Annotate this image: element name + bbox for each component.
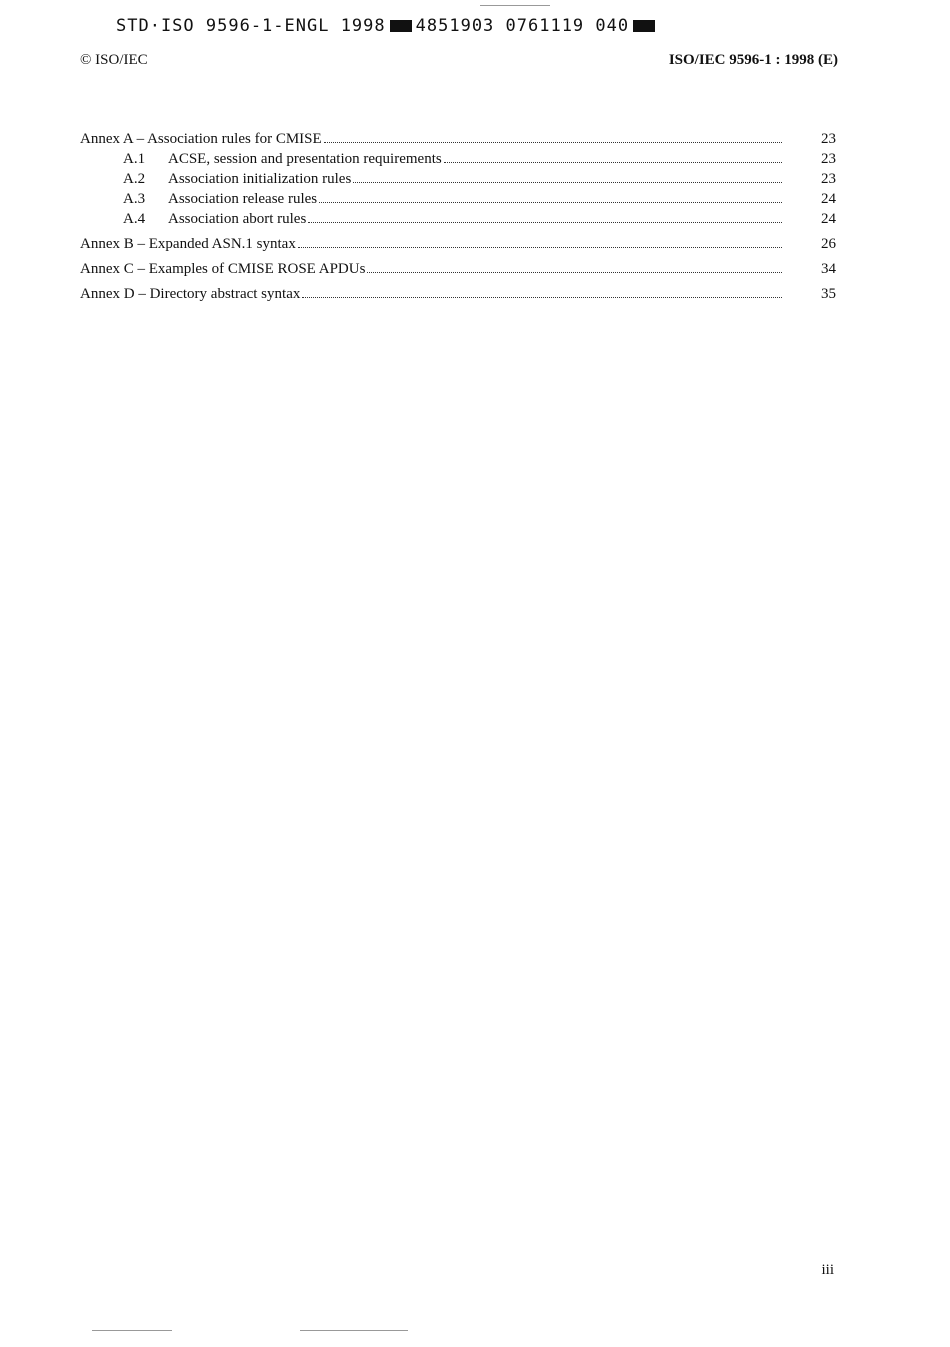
toc-entry-number: A.1: [123, 151, 146, 167]
toc-entry-annex-a[interactable]: [80, 128, 836, 148]
toc-entry-annex-c[interactable]: [80, 258, 836, 278]
header-standard-id: ISO/IEC 9596-1 : 1998 (E): [668, 52, 838, 68]
toc-entry-page: 23: [821, 151, 836, 167]
toc-entry-page: 34: [821, 261, 836, 277]
stamp-barcode-number: 4851903 0761119 040: [415, 16, 630, 36]
toc-entry-a4[interactable]: [80, 208, 836, 228]
toc-entry-title: Annex C – Examples of CMISE ROSE APDUs: [80, 261, 366, 277]
toc-entry-title: ACSE, session and presentation requirements: [168, 151, 442, 167]
stamp-id: STD·ISO 9596-1-ENGL 1998: [116, 16, 386, 36]
toc-entry-number: A.3: [123, 191, 146, 207]
toc-entry-a3[interactable]: [80, 188, 836, 208]
toc-leader-dots: [353, 168, 782, 183]
toc-entry-title: Annex B – Expanded ASN.1 syntax: [80, 236, 296, 252]
toc-leader-dots: [319, 188, 782, 203]
table-of-contents: [80, 128, 836, 303]
toc-leader-dots: [367, 258, 782, 273]
toc-leader-dots: [308, 208, 782, 223]
scan-artifact-bottom-left: [92, 1330, 172, 1331]
toc-leader-dots: [444, 148, 782, 163]
toc-entry-page: 23: [821, 171, 836, 187]
toc-entry-page: 26: [821, 236, 836, 252]
page-number: iii: [821, 1262, 834, 1278]
toc-entry-a2[interactable]: [80, 168, 836, 188]
toc-leader-dots: [324, 128, 782, 143]
toc-leader-dots: [298, 233, 782, 248]
scan-artifact-bottom-right: [300, 1330, 408, 1331]
toc-entry-title: Association abort rules: [168, 211, 307, 227]
toc-entry-annex-b[interactable]: [80, 233, 836, 253]
header-copyright: © ISO/IEC: [80, 52, 148, 68]
toc-entry-page: 23: [821, 131, 836, 147]
toc-entry-annex-d[interactable]: [80, 283, 836, 303]
document-stamp: [116, 16, 659, 36]
toc-entry-number: A.4: [123, 211, 146, 227]
toc-entry-title: Association initialization rules: [168, 171, 352, 187]
toc-entry-page: 24: [821, 211, 836, 227]
toc-entry-number: A.2: [123, 171, 146, 187]
toc-entry-title: Annex D – Directory abstract syntax: [80, 286, 301, 302]
toc-entry-a1[interactable]: [80, 148, 836, 168]
toc-entry-title: Annex A – Association rules for CMISE: [80, 131, 322, 147]
toc-entry-page: 35: [821, 286, 836, 302]
toc-leader-dots: [302, 283, 782, 298]
scan-artifact-top: [480, 5, 550, 6]
stamp-block-mark-end: [633, 20, 655, 32]
stamp-block-mark: [390, 20, 412, 32]
toc-entry-page: 24: [821, 191, 836, 207]
toc-entry-title: Association release rules: [168, 191, 318, 207]
